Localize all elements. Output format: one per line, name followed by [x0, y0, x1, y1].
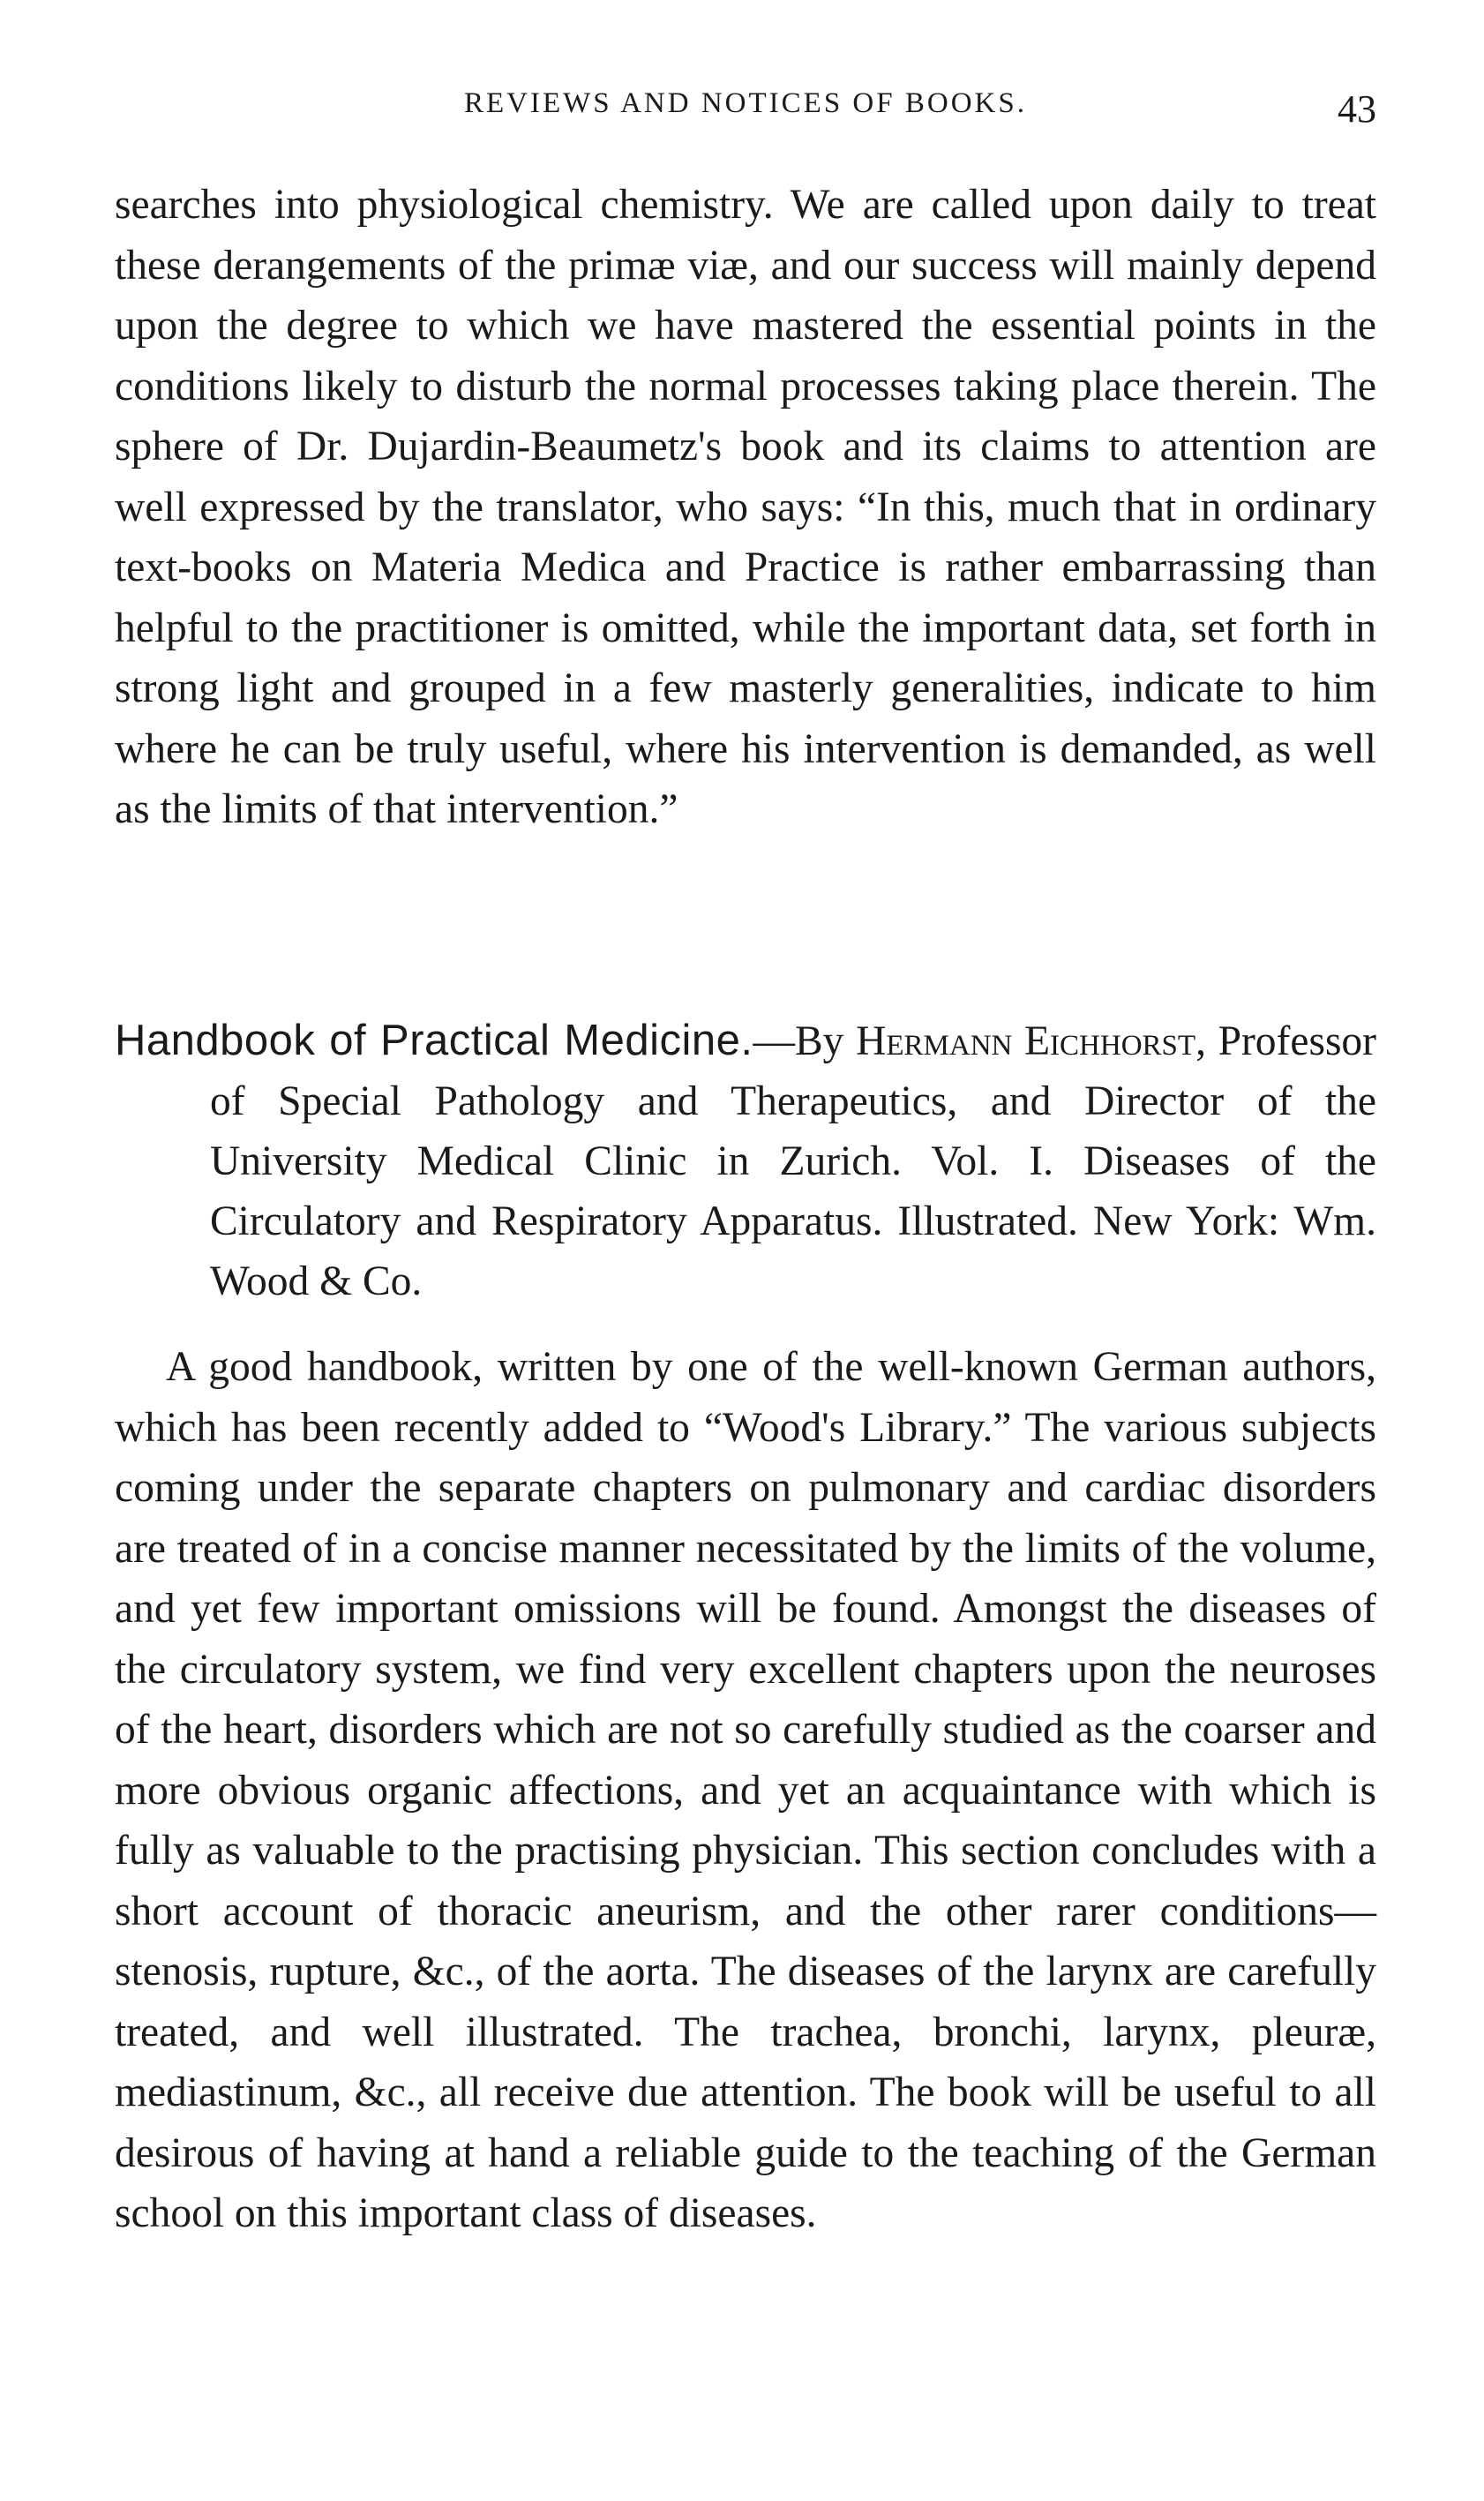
- running-title-text: REVIEWS AND NOTICES OF BOOKS.: [464, 87, 1027, 119]
- running-head: [115, 86, 1376, 139]
- review-heading: [115, 1010, 1376, 1311]
- review-paragraph: A good handbook, written by one of the well-known German authors, which has been recently added to “Wood's Library.” The various subjects coming under the separate chapters on pulmonary and cardiac disorders are treated of in a concise manner necessitated by the limits of the volume, and yet few important omissions will be found. Amongst the diseases of the circulatory system, we find very excellent chapters upon the neuroses of the heart, disorders which are not so carefully studied as the coarser and more obvious organic affections, and yet an acquaintance with which is fully as valuable to the practising physician. This section concludes with a short account of thoracic aneurism, and the other rarer conditions—stenosis, rupture, &c., of the aorta. The diseases of the larynx are carefully treated, and well illustrated. The trachea, bronchi, larynx, pleuræ, mediastinum, &c., all receive due attention. The book will be useful to all desirous of having at hand a reliable guide to the teaching of the German school on this important class of diseases.: [115, 1344, 1376, 2236]
- continued-review-paragraph: searches into physiological chemistry. We are called upon daily to treat these derangements of the primæ viæ, and our success will mainly depend upon the degree to which we have mastered the essential points in the conditions likely to disturb the normal processes taking place therein. The sphere of Dr. Dujardin-Beaumetz's book and its claims to attention are well expressed by the translator, who says: “In this, much that in ordinary text-books on Materia Medica and Practice is rather embarrassing than helpful to the practitioner is omitted, while the important data, set forth in strong light and grouped in a few masterly generalities, indicate to him where he can be truly useful, where his intervention is demanded, as well as the limits of that intervention.”: [115, 182, 1376, 832]
- page-number: 43: [1338, 87, 1376, 131]
- review-body: [115, 1337, 1376, 2244]
- author-name: Hermann Eichhorst: [856, 1018, 1196, 1064]
- review-citation: [115, 1010, 1376, 1311]
- by-prefix: —By: [753, 1018, 844, 1064]
- running-title: [115, 86, 1376, 120]
- book-title: Handbook of Practical Medicine.: [115, 1017, 753, 1064]
- book-details: , Professor of Special Pathology and Therapeutics, and Director of the University Medical Clinic in Zurich. Vol. I. Diseases of the Circulatory and Respiratory Apparatus. Illustrated. New York: Wm. Wood & Co.: [210, 1018, 1376, 1304]
- continued-review: [115, 175, 1376, 840]
